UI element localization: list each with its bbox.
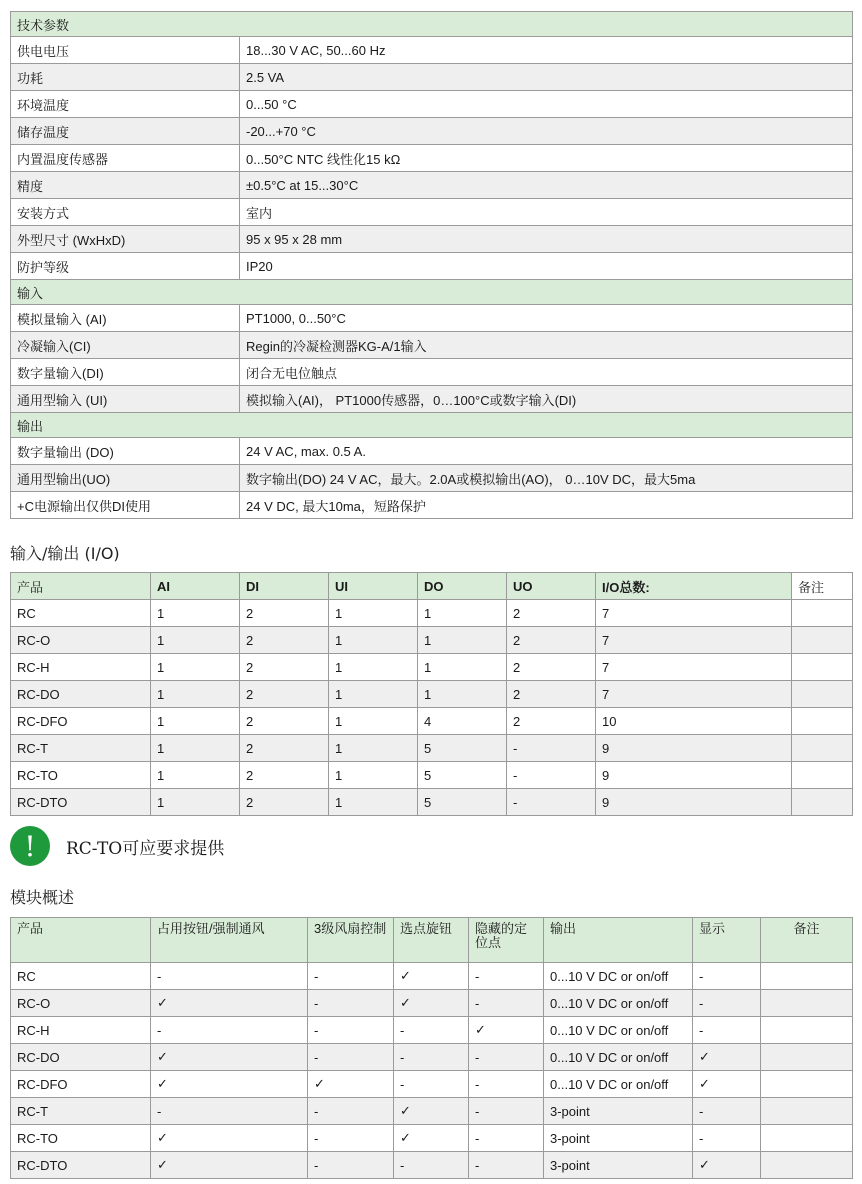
module-cell: - [151, 1017, 308, 1044]
mod-col-remarks: 备注 [761, 918, 853, 963]
spec-label: 供电电压 [11, 37, 240, 64]
io-cell [792, 762, 853, 789]
spec-row [11, 386, 853, 413]
module-cell: - [469, 1044, 544, 1071]
module-cell: RC-O [11, 990, 151, 1017]
spec-value: 数字输出(DO) 24 V AC，最大。2.0A或模拟输出(AO)， 0…10V DC，最大5ma [240, 465, 853, 492]
spec-row [11, 492, 853, 519]
spec-label: 数字量输出 (DO) [11, 438, 240, 465]
io-cell: 7 [596, 600, 792, 627]
spec-label: 精度 [11, 172, 240, 199]
spec-row [11, 91, 853, 118]
spec-label: 功耗 [11, 64, 240, 91]
spec-label: 通用型输出(UO) [11, 465, 240, 492]
io-cell: 7 [596, 681, 792, 708]
module-cell: - [151, 963, 308, 990]
checkmark-icon: ✓ [693, 1044, 761, 1071]
io-table-row [11, 789, 853, 816]
io-cell: RC-DO [11, 681, 151, 708]
module-cell: RC-TO [11, 1125, 151, 1152]
spec-section-title: 输入 [11, 280, 853, 305]
io-cell: 1 [151, 600, 240, 627]
io-cell: 1 [151, 735, 240, 762]
module-cell: 0...10 V DC or on/off [544, 963, 693, 990]
module-cell [761, 963, 853, 990]
spec-value: 闭合无电位触点 [240, 359, 853, 386]
module-cell [761, 1044, 853, 1071]
module-cell: 0...10 V DC or on/off [544, 1071, 693, 1098]
io-cell: 7 [596, 627, 792, 654]
module-cell: RC-T [11, 1098, 151, 1125]
note-text: RC-TO可应要求提供 [66, 838, 225, 859]
checkmark-icon: ✓ [151, 990, 308, 1017]
module-cell: - [394, 1071, 469, 1098]
mod-col-setpoint: 选点旋钮 [394, 918, 469, 963]
io-table-row [11, 762, 853, 789]
io-cell: RC [11, 600, 151, 627]
io-cell: 5 [418, 762, 507, 789]
spec-label: 外型尺寸 (WxHxD) [11, 226, 240, 253]
module-cell: - [693, 1125, 761, 1152]
module-cell: - [308, 963, 394, 990]
io-cell: 1 [418, 681, 507, 708]
spec-value: ±0.5°C at 15...30°C [240, 172, 853, 199]
module-cell: 3-point [544, 1098, 693, 1125]
module-cell: RC-DO [11, 1044, 151, 1071]
spec-row [11, 145, 853, 172]
io-cell: 9 [596, 789, 792, 816]
io-table-row [11, 708, 853, 735]
io-cell: 2 [240, 735, 329, 762]
module-cell: 3-point [544, 1125, 693, 1152]
io-table [10, 572, 853, 816]
spec-value: 0...50°C NTC 线性化15 kΩ [240, 145, 853, 172]
spec-value: 18...30 V AC, 50...60 Hz [240, 37, 853, 64]
spec-value: Regin的冷凝检测器KG-A/1输入 [240, 332, 853, 359]
module-table-row [11, 1152, 853, 1179]
module-cell: - [394, 1152, 469, 1179]
io-col-remarks: 备注 [792, 573, 853, 600]
spec-row [11, 226, 853, 253]
io-cell: 5 [418, 735, 507, 762]
checkmark-icon: ✓ [151, 1044, 308, 1071]
io-col-do: DO [418, 573, 507, 600]
io-cell: 1 [151, 654, 240, 681]
checkmark-icon: ✓ [308, 1071, 394, 1098]
spec-label: 冷凝输入(CI) [11, 332, 240, 359]
spec-label: 储存温度 [11, 118, 240, 145]
io-col-ai: AI [151, 573, 240, 600]
mod-col-occupancy: 占用按钮/强制通风 [151, 918, 308, 963]
module-cell: - [151, 1098, 308, 1125]
io-table-row [11, 600, 853, 627]
io-cell: 2 [240, 708, 329, 735]
io-cell: 1 [329, 600, 418, 627]
spec-value: -20...+70 °C [240, 118, 853, 145]
spec-value: 模拟输入(AI)， PT1000传感器，0…100°C或数字输入(DI) [240, 386, 853, 413]
checkmark-icon: ✓ [394, 1125, 469, 1152]
mod-col-product: 产品 [11, 918, 151, 963]
module-cell: 0...10 V DC or on/off [544, 990, 693, 1017]
spec-section-header [11, 413, 853, 438]
module-cell: 3-point [544, 1152, 693, 1179]
spec-label: 防护等级 [11, 253, 240, 280]
io-cell: 9 [596, 762, 792, 789]
module-table-row [11, 1017, 853, 1044]
io-cell: 2 [240, 627, 329, 654]
io-cell: 1 [151, 681, 240, 708]
io-cell: 1 [329, 708, 418, 735]
module-cell: - [394, 1044, 469, 1071]
spec-label: 模拟量输入 (AI) [11, 305, 240, 332]
io-cell: RC-O [11, 627, 151, 654]
mod-col-hidden-setpoint: 隐藏的定位点 [469, 918, 544, 963]
checkmark-icon: ✓ [151, 1152, 308, 1179]
spec-value: 2.5 VA [240, 64, 853, 91]
availability-note [10, 826, 224, 866]
module-cell: RC-DFO [11, 1071, 151, 1098]
spec-section-title: 技术参数 [11, 12, 853, 37]
io-col-ui: UI [329, 573, 418, 600]
module-cell: - [469, 1152, 544, 1179]
io-cell: 2 [507, 654, 596, 681]
module-cell: - [308, 1017, 394, 1044]
spec-label: 安装方式 [11, 199, 240, 226]
io-cell: 1 [329, 789, 418, 816]
checkmark-icon: ✓ [693, 1071, 761, 1098]
io-cell: 5 [418, 789, 507, 816]
module-table-row [11, 1125, 853, 1152]
io-cell: 2 [507, 708, 596, 735]
checkmark-icon: ✓ [394, 1098, 469, 1125]
module-table-row [11, 1098, 853, 1125]
spec-label: 数字量输入(DI) [11, 359, 240, 386]
spec-value: PT1000, 0...50°C [240, 305, 853, 332]
spec-row [11, 332, 853, 359]
module-cell: - [469, 963, 544, 990]
module-cell: RC-DTO [11, 1152, 151, 1179]
checkmark-icon: ✓ [469, 1017, 544, 1044]
module-cell: - [469, 990, 544, 1017]
io-cell: 2 [507, 627, 596, 654]
io-cell: 1 [329, 627, 418, 654]
io-cell: 2 [507, 600, 596, 627]
io-cell: 2 [240, 600, 329, 627]
io-col-total: I/O总数: [596, 573, 792, 600]
mod-col-output: 输出 [544, 918, 693, 963]
io-cell: RC-TO [11, 762, 151, 789]
spec-row [11, 37, 853, 64]
module-cell [761, 1125, 853, 1152]
io-col-di: DI [240, 573, 329, 600]
io-cell: 1 [418, 627, 507, 654]
io-cell [792, 627, 853, 654]
spec-section-title: 输出 [11, 413, 853, 438]
spec-section-header [11, 280, 853, 305]
spec-row [11, 64, 853, 91]
io-cell: 1 [329, 735, 418, 762]
io-cell: 7 [596, 654, 792, 681]
checkmark-icon: ✓ [693, 1152, 761, 1179]
io-cell: RC-DFO [11, 708, 151, 735]
io-cell: 2 [240, 789, 329, 816]
module-table-row [11, 1071, 853, 1098]
io-col-uo: UO [507, 573, 596, 600]
module-cell: - [469, 1125, 544, 1152]
io-cell: - [507, 735, 596, 762]
module-cell: - [308, 1152, 394, 1179]
io-cell: 1 [151, 708, 240, 735]
spec-label: +C电源输出仅供DI使用 [11, 492, 240, 519]
spec-value: IP20 [240, 253, 853, 280]
io-cell: 2 [240, 762, 329, 789]
spec-table [10, 11, 853, 519]
checkmark-icon: ✓ [151, 1125, 308, 1152]
checkmark-icon: ✓ [394, 990, 469, 1017]
exclamation-icon: ! [10, 826, 50, 866]
module-cell: - [469, 1071, 544, 1098]
io-cell: 2 [240, 681, 329, 708]
spec-row [11, 359, 853, 386]
module-cell [761, 1152, 853, 1179]
io-cell [792, 654, 853, 681]
io-cell: 2 [240, 654, 329, 681]
spec-row [11, 305, 853, 332]
io-table-row [11, 735, 853, 762]
io-cell: 4 [418, 708, 507, 735]
module-cell: - [308, 1098, 394, 1125]
spec-section-header [11, 12, 853, 37]
module-cell: - [469, 1098, 544, 1125]
module-cell: - [693, 1017, 761, 1044]
module-cell: - [693, 990, 761, 1017]
io-cell: RC-H [11, 654, 151, 681]
module-cell: - [308, 1044, 394, 1071]
module-cell: - [308, 1125, 394, 1152]
io-cell [792, 708, 853, 735]
io-table-row [11, 681, 853, 708]
io-cell: 9 [596, 735, 792, 762]
spec-row [11, 199, 853, 226]
checkmark-icon: ✓ [394, 963, 469, 990]
spec-row [11, 438, 853, 465]
io-table-row [11, 654, 853, 681]
io-cell: 1 [151, 762, 240, 789]
module-table [10, 917, 853, 1179]
spec-value: 24 V AC, max. 0.5 A. [240, 438, 853, 465]
io-heading: 输入/输出 (I/O) [10, 544, 120, 563]
io-cell: 1 [418, 600, 507, 627]
spec-row [11, 172, 853, 199]
module-cell [761, 990, 853, 1017]
io-cell [792, 789, 853, 816]
io-cell [792, 600, 853, 627]
spec-row [11, 253, 853, 280]
io-cell: 1 [329, 762, 418, 789]
module-table-row [11, 1044, 853, 1071]
spec-value: 95 x 95 x 28 mm [240, 226, 853, 253]
io-col-product: 产品 [11, 573, 151, 600]
mod-col-display: 显示 [693, 918, 761, 963]
module-cell: RC [11, 963, 151, 990]
io-cell: 2 [507, 681, 596, 708]
checkmark-icon: ✓ [151, 1071, 308, 1098]
io-cell: 1 [329, 654, 418, 681]
io-table-row [11, 627, 853, 654]
module-cell [761, 1017, 853, 1044]
spec-row [11, 465, 853, 492]
io-cell: - [507, 762, 596, 789]
mod-col-fan: 3级风扇控制 [308, 918, 394, 963]
spec-label: 内置温度传感器 [11, 145, 240, 172]
module-cell [761, 1098, 853, 1125]
io-cell: 1 [151, 627, 240, 654]
io-cell: - [507, 789, 596, 816]
module-cell: - [693, 1098, 761, 1125]
module-cell: RC-H [11, 1017, 151, 1044]
io-cell [792, 735, 853, 762]
module-cell: - [693, 963, 761, 990]
io-cell: 1 [151, 789, 240, 816]
io-cell: 1 [329, 681, 418, 708]
io-cell: RC-T [11, 735, 151, 762]
spec-value: 0...50 °C [240, 91, 853, 118]
io-cell: 10 [596, 708, 792, 735]
modules-heading: 模块概述 [10, 888, 75, 907]
module-cell: - [308, 990, 394, 1017]
io-cell: 1 [418, 654, 507, 681]
module-table-row [11, 990, 853, 1017]
module-table-row [11, 963, 853, 990]
module-cell: 0...10 V DC or on/off [544, 1017, 693, 1044]
spec-label: 通用型输入 (UI) [11, 386, 240, 413]
spec-label: 环境温度 [11, 91, 240, 118]
module-cell: - [394, 1017, 469, 1044]
spec-value: 24 V DC, 最大10ma，短路保护 [240, 492, 853, 519]
spec-row [11, 118, 853, 145]
io-cell [792, 681, 853, 708]
module-cell: 0...10 V DC or on/off [544, 1044, 693, 1071]
module-cell [761, 1071, 853, 1098]
spec-value: 室内 [240, 199, 853, 226]
io-cell: RC-DTO [11, 789, 151, 816]
